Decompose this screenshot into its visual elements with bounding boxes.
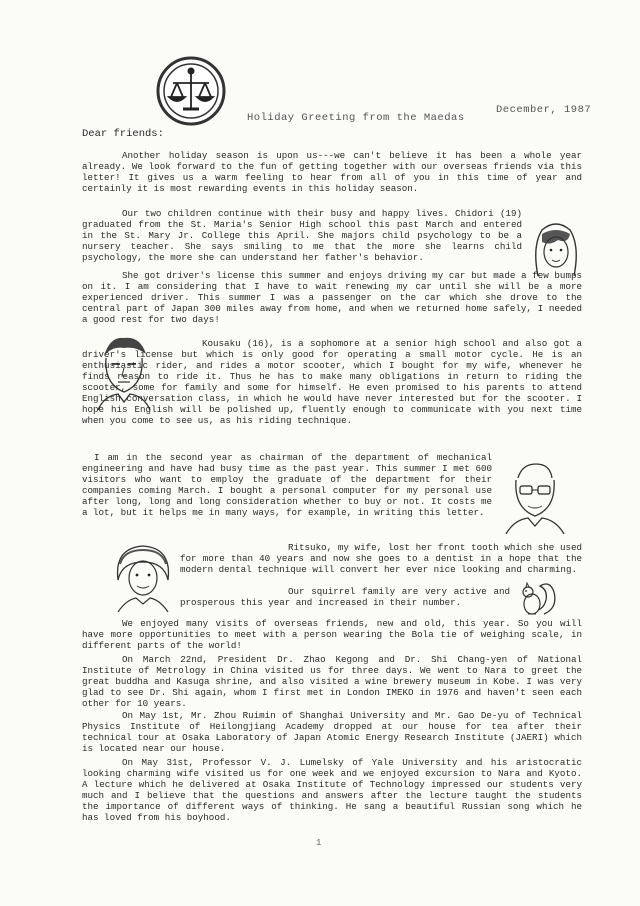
paragraph-father: I am in the second year as chairman of the department of mechanical engineering and have had busy time as the past year. This summer I met 600 visitors who want to employ the graduate of the department for their companies coming March. I bought a personal computer for my personal use after long, long and long consideration whether to buy or not. It costs me a lot, but it helps me in many ways, for example, in writing this letter.: [82, 452, 492, 518]
paragraph-intro: Another holiday season is upon us---we can't believe it has been a whole year already. We look forward to the fun of getting together with our overseas friends via this letter! It gives us a warm feeling to hear from all of you in this time of year and certainly it is most rewarding events in this holiday season.: [82, 150, 582, 194]
letter-title: Holiday Greeting from the Maedas: [247, 112, 465, 124]
paragraph-march: On March 22nd, President Dr. Zhao Kegong and Dr. Shi Chang-yen of National Institute of Metrology in China visited us for three days. We went to Nara to greet the great buddha and Kasuga shrine, and also visited a wine brewery museum in Kobe. I was very glad to see Dr. Shi again, whom I first met in London IMEKO in 1976 and haven't seen each other for 10 years.: [82, 654, 582, 709]
paragraph-chidori-driving: She got driver's license this summer and enjoys driving my car but made a few bumps on it. I am considering that I have to wait renewing my car until she will be a more experienced driver. This summer I was a passenger on the car which she drove to the central part of Japan 300 miles away from home, and when we returned home safely, I needed a good rest for two days!: [82, 270, 582, 325]
scales-emblem-logo: [155, 55, 227, 127]
letter-date: December, 1987: [496, 104, 592, 116]
paragraph-visits: We enjoyed many visits of overseas friends, new and old, this year. So you will have more opportunities to meet with a person wearing the Bola tie of weighing scale, in different parts of the world!: [82, 618, 582, 651]
salutation: Dear friends:: [82, 128, 164, 140]
paragraph-ritsuko: Ritsuko, my wife, lost her front tooth which she used for more than 40 years and now she goes to a dentist in a hope that the modern dental technique will convert her ever nice looking and charming.: [180, 542, 582, 575]
father-portrait-icon: [500, 458, 570, 534]
paragraph-kousaku: Kousaku (16), is a sophomore at a senior high school and also got a driver's license but which is only good for operating a small motor cycle. He is an enthusiastic rider, and rides a motor scooter, which I bought for my wife, whenever he finds reason to ride it. Thus he has to make many obligations in return to riding the scooter, some for family and some for himself. He even promised to his parents to attend English conversation class, in which he would have never interested but for the scooter. I hope his English will be polished up, fluently enough to communicate with you next time when you come to see us, as his riding technique.: [82, 338, 582, 426]
paragraph-may31: On May 31st, Professor V. J. Lumelsky of Yale University and his aristocratic looking charming wife visited us for one week and we enjoyed excursion to Nara and Kyoto. A lecture which he delivered at Osaka Institute of Technology impressed our students very much and I believe that the questions and answers after the lecture taught the students the importance of different ways of thinking. He sang a beautiful Russian song which he has loved from his boyhood.: [82, 757, 582, 823]
ritsuko-portrait-icon: [110, 540, 176, 612]
squirrel-icon: [514, 578, 558, 618]
page-number: 1: [316, 838, 322, 848]
paragraph-may1: On May 1st, Mr. Zhou Ruimin of Shanghai University and Mr. Gao De-yu of Technical Physics Institute of Heilongjiang Academy dropped at our house for tea after their technical tour at Osaka Laboratory of Japan Atomic Energy Research Institute (JAERI) which is located near our house.: [82, 710, 582, 754]
paragraph-squirrel: Our squirrel family are very active and prosperous this year and increased in their number.: [180, 586, 510, 608]
paragraph-chidori: Our two children continue with their busy and happy lives. Chidori (19) graduated from the St. Maria's Senior High school this past March and entered in the St. Mary Jr. College this April. She majors child psychology to be a nursery teacher. She says smiling to me that the more she learns child psychology, the more she can understand her father's behavior.: [82, 208, 522, 263]
